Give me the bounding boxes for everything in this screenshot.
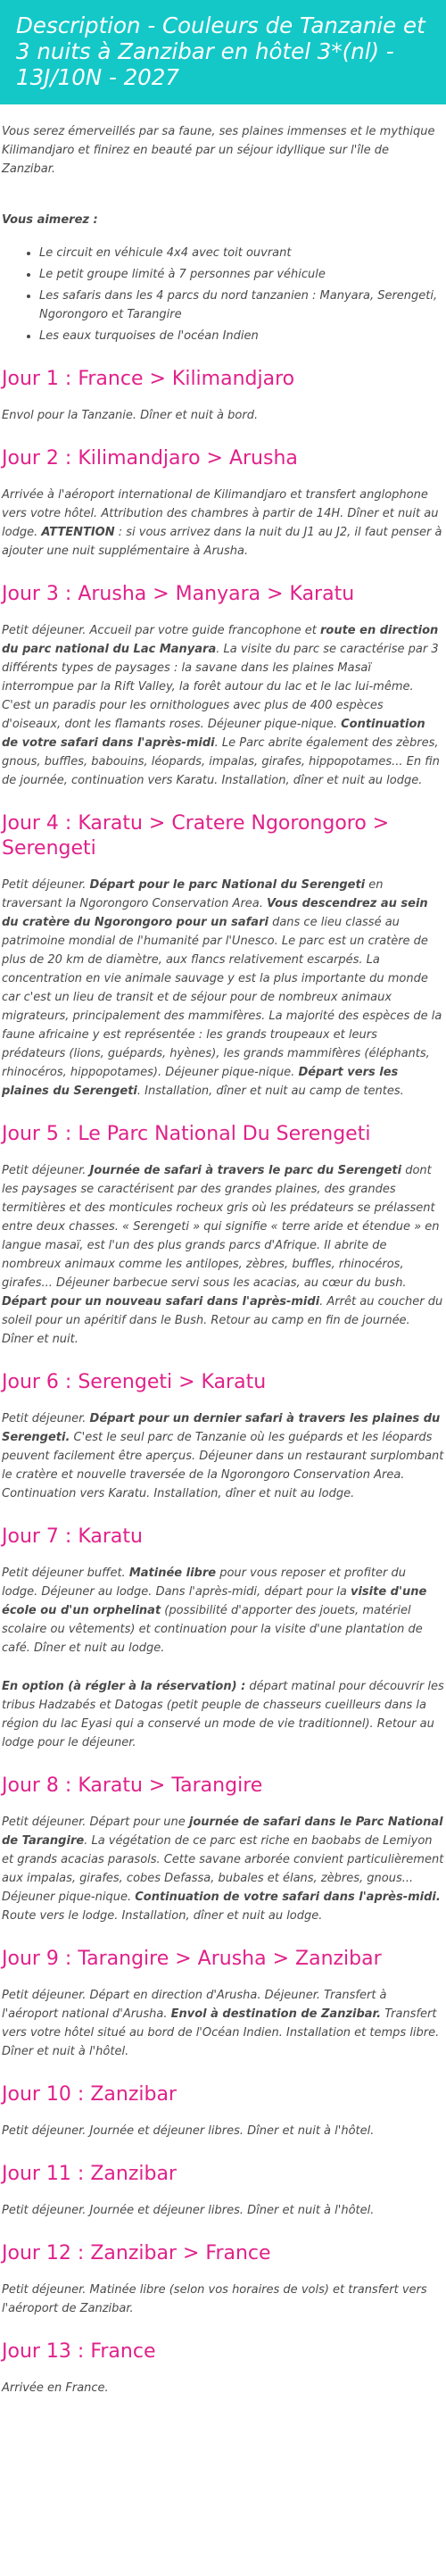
body-text: Envol pour la Tanzanie. Dîner et nuit à bord. [2,409,259,422]
body-text: Petit déjeuner. Accueil par votre guide francophone et [2,624,320,637]
body-text: dans ce lieu classé au patrimoine mondial de l'humanité par l'Unesco. Le parc est un cratère de plus de 20 km de diamètre, aux flancs relativement escarpés. La concentration en vie animale sauvage y est la plus importante du monde car c'est un lieu de transit et de séjour pour de nombreux animaux migrateurs, principalement des mammifères. La majorité des espèces de la faune africaine y est représentée : les grands troupeaux et leurs prédateurs (lions, guépards, hyènes), les grands mammifères (éléphants, rhinocéros, hippopotames). Déjeuner pique-nique. [2,916,442,1079]
day-description [2,2281,444,2318]
day-title: Jour 4 : Karatu > Cratere Ngorongoro > Serengeti [2,812,390,860]
day-description [2,621,444,790]
body-text: Petit déjeuner. Départ pour une [2,1816,189,1829]
day-title: Jour 1 : France > Kilimandjaro [2,368,295,390]
emphasis-text: Matinée libre [128,1566,217,1580]
day-description [2,1161,444,1349]
day-section-3 [2,582,444,790]
day-section-9 [2,1947,444,2061]
body-text: . Installation, dîner et nuit au camp de tentes. [136,1084,404,1098]
day-title: Jour 3 : Arusha > Manyara > Karatu [2,583,355,605]
body-text: Petit déjeuner. Journée et déjeuner libres. Dîner et nuit à l'hôtel. [2,2124,375,2138]
day-section-11 [2,2162,444,2220]
emphasis-text: Continuation de votre safari dans l'après-midi [2,718,425,750]
body-text: Arrivée en France. [2,2381,109,2395]
day-title: Jour 7 : Karatu [2,1525,143,1548]
body-text: . La végétation de ce parc est riche en baobabs de Lemiyon et grands acacias parasols. Cette savane arborée convient particulièrement aux impalas, girafes, cobes Defassa, bubales et élans, zèbres, gnous... Déjeuner pique-nique. [2,1834,444,1904]
day-description [2,2379,444,2397]
highlight-item: • Le circuit en véhicule 4x4 avec toit ouvrant [39,244,444,262]
body-text: . Le Parc abrite également des zèbres, gnous, buffles, babouins, léopards, impalas, girafes, hippopotames... En fin de journée, continuation vers Karatu. Installation, dîner et nuit au lodge. [2,736,440,787]
day-description [2,1986,444,2061]
emphasis-text: Vous descendrez au sein du cratère du Ngorongoro pour un safari [2,897,428,929]
day-description [2,2201,444,2220]
body-text: Arrivée à l'aéroport international de Kilimandjaro et transfert anglophone vers votre hôtel. Attribution des chambres à partir de 14H. Dîner et nuit au lodge. [2,488,439,539]
highlights-heading: Vous aimerez : [2,213,98,227]
emphasis-text: ATTENTION [41,526,115,539]
emphasis-text: Départ vers les plaines du Serengeti [2,1066,399,1098]
day-description [2,406,444,425]
highlight-item: • Les eaux turquoises de l'océan Indien [39,327,444,345]
body-text: . Arrêt au coucher du soleil pour un apéritif dans le Bush. Retour au camp en fin de journée. Dîner et nuit. [2,1295,443,1346]
description-content [0,122,446,2397]
day-section-6 [2,1370,444,1503]
day-title: Jour 6 : Serengeti > Karatu [2,1371,267,1393]
body-text: Petit déjeuner buffet. [2,1566,129,1580]
emphasis-text: Continuation de votre safari dans l'après-midi. [135,1890,441,1904]
body-text: Petit déjeuner. [2,1412,90,1425]
body-text: Petit déjeuner. [2,1164,90,1177]
body-text: pour vous reposer et profiter du lodge. Déjeuner au lodge. Dans l'après-midi, départ pour la [2,1566,406,1599]
day-section-2 [2,446,444,561]
emphasis-text: Départ pour le parc National du Serengeti [89,878,366,892]
day-section-10 [2,2082,444,2140]
day-description [2,876,444,1101]
day-title: Jour 9 : Tarangire > Arusha > Zanzibar [2,1948,382,1970]
day-description [2,1564,444,1658]
day-title: Jour 12 : Zanzibar > France [2,2242,271,2264]
day-title: Jour 5 : Le Parc National Du Serengeti [2,1123,371,1145]
day-section-5 [2,1122,444,1349]
day-section-1 [2,367,444,425]
day-title: Jour 11 : Zanzibar [2,2163,177,2185]
page-title: Description - Couleurs de Tanzanie et 3 nuits à Zanzibar en hôtel 3*(nl) - 13J/10N - 2027 [16,12,425,90]
body-text: Transfert vers votre hôtel situé au bord de l'Océan Indien. Installation et temps libre. Dîner et nuit à l'hôtel. [2,2007,440,2058]
title-banner [0,0,446,104]
highlights-list [2,244,444,345]
emphasis-text: journée de safari dans le Parc National de Tarangire [2,1816,443,1848]
day-option-text [2,1677,444,1752]
body-text: dont les paysages se caractérisent par des grandes plaines, des grandes termitières et des monticules rocheux gris où les prédateurs se prélassent entre deux chasses. « Serengeti » qui signifie « terre aride et étendue » en langue masaï, est l'un des plus grands parcs d'Afrique. Il abrite de nombreux animaux comme les antilopes, zèbres, buffles, rhinocéros, girafes... Déjeuner barbecue servi sous les acacias, au cœur du bush. [2,1164,440,1290]
body-text: départ matinal pour découvrir les tribus Hadzabés et Datogas (petit peuple de chasseurs cueilleurs dans la région du lac Eyasi qui a conservé un mode de vie traditionnel). Retour au lodge pour le déjeuner. [2,1680,444,1749]
emphasis-text: visite d'une école ou d'un orphelinat [2,1585,427,1617]
body-text: Route vers le lodge. Installation, dîner et nuit au lodge. [2,1909,323,1923]
day-section-7 [2,1525,444,1752]
body-text: . La visite du parc se caractérise par 3 différents types de paysages : la savane dans les plaines Masaï interrompue par la Rift Valley, la forêt autour du lac et le lac lui-même. C'est un paradis pour les ornithologues avec plus de 400 espèces d'oiseaux, dont les flamants roses. Déjeuner pique-nique. [2,643,439,731]
highlight-item: • Le petit groupe limité à 7 personnes par véhicule [39,265,444,284]
day-section-4 [2,811,444,1101]
day-description [2,1813,444,1925]
emphasis-text: Journée de safari à travers le parc du Serengeti [89,1164,402,1177]
body-text: Petit déjeuner. Départ en direction d'Arusha. Déjeuner. Transfert à l'aéroport national d'Arusha. [2,1989,387,2021]
body-text: Petit déjeuner. Journée et déjeuner libres. Dîner et nuit à l'hôtel. [2,2204,375,2217]
body-text: C'est le seul parc de Tanzanie où les guépards et les léopards peuvent facilement être aperçus. Déjeuner dans un restaurant surplombant le cratère et nouvelle traversée de la Ngorongoro Conservation Area. Continuation vers Karatu. Installation, dîner et nuit au lodge. [2,1431,444,1500]
day-description [2,1409,444,1503]
highlight-item: • Les safaris dans les 4 parcs du nord tanzanien : Manyara, Serengeti, Ngorongoro et Tarangire [39,287,444,324]
day-title: Jour 8 : Karatu > Tarangire [2,1774,263,1797]
body-text: Petit déjeuner. Matinée libre (selon vos horaires de vols) et transfert vers l'aéroport de Zanzibar. [2,2283,427,2315]
emphasis-text: route en direction du parc national du Lac Manyara [2,624,439,656]
day-description [2,2122,444,2140]
day-description [2,486,444,561]
intro-text: Vous serez émerveillés par sa faune, ses plaines immenses et le mythique Kilimandjaro et finirez en beauté par un séjour idyllique sur l'île de Zanzibar. [2,125,435,176]
day-section-13 [2,2339,444,2397]
day-section-12 [2,2241,444,2318]
body-text: (possibilité d'apporter des jouets, matériel scolaire ou vêtements) et continuation pour la visite d'une plantation de café. Dîner et nuit au lodge. [2,1604,423,1655]
emphasis-text: Départ pour un dernier safari à travers les plaines du Serengeti. [2,1412,441,1444]
day-title: Jour 10 : Zanzibar [2,2083,177,2106]
day-section-8 [2,1774,444,1925]
body-text: : si vous arrivez dans la nuit du J1 au J2, il faut penser à ajouter une nuit supplémentaire à Arusha. [2,526,442,558]
body-text: en traversant la Ngorongoro Conservation Area. [2,878,384,910]
day-title: Jour 13 : France [2,2340,156,2363]
emphasis-text: En option (à régler à la réservation) : [2,1680,246,1693]
body-text: Petit déjeuner. [2,878,90,892]
emphasis-text: Départ pour un nouveau safari dans l'après-midi [2,1295,320,1309]
itinerary-days [2,367,444,2397]
day-title: Jour 2 : Kilimandjaro > Arusha [2,447,298,469]
emphasis-text: Envol à destination de Zanzibar. [170,2007,382,2021]
